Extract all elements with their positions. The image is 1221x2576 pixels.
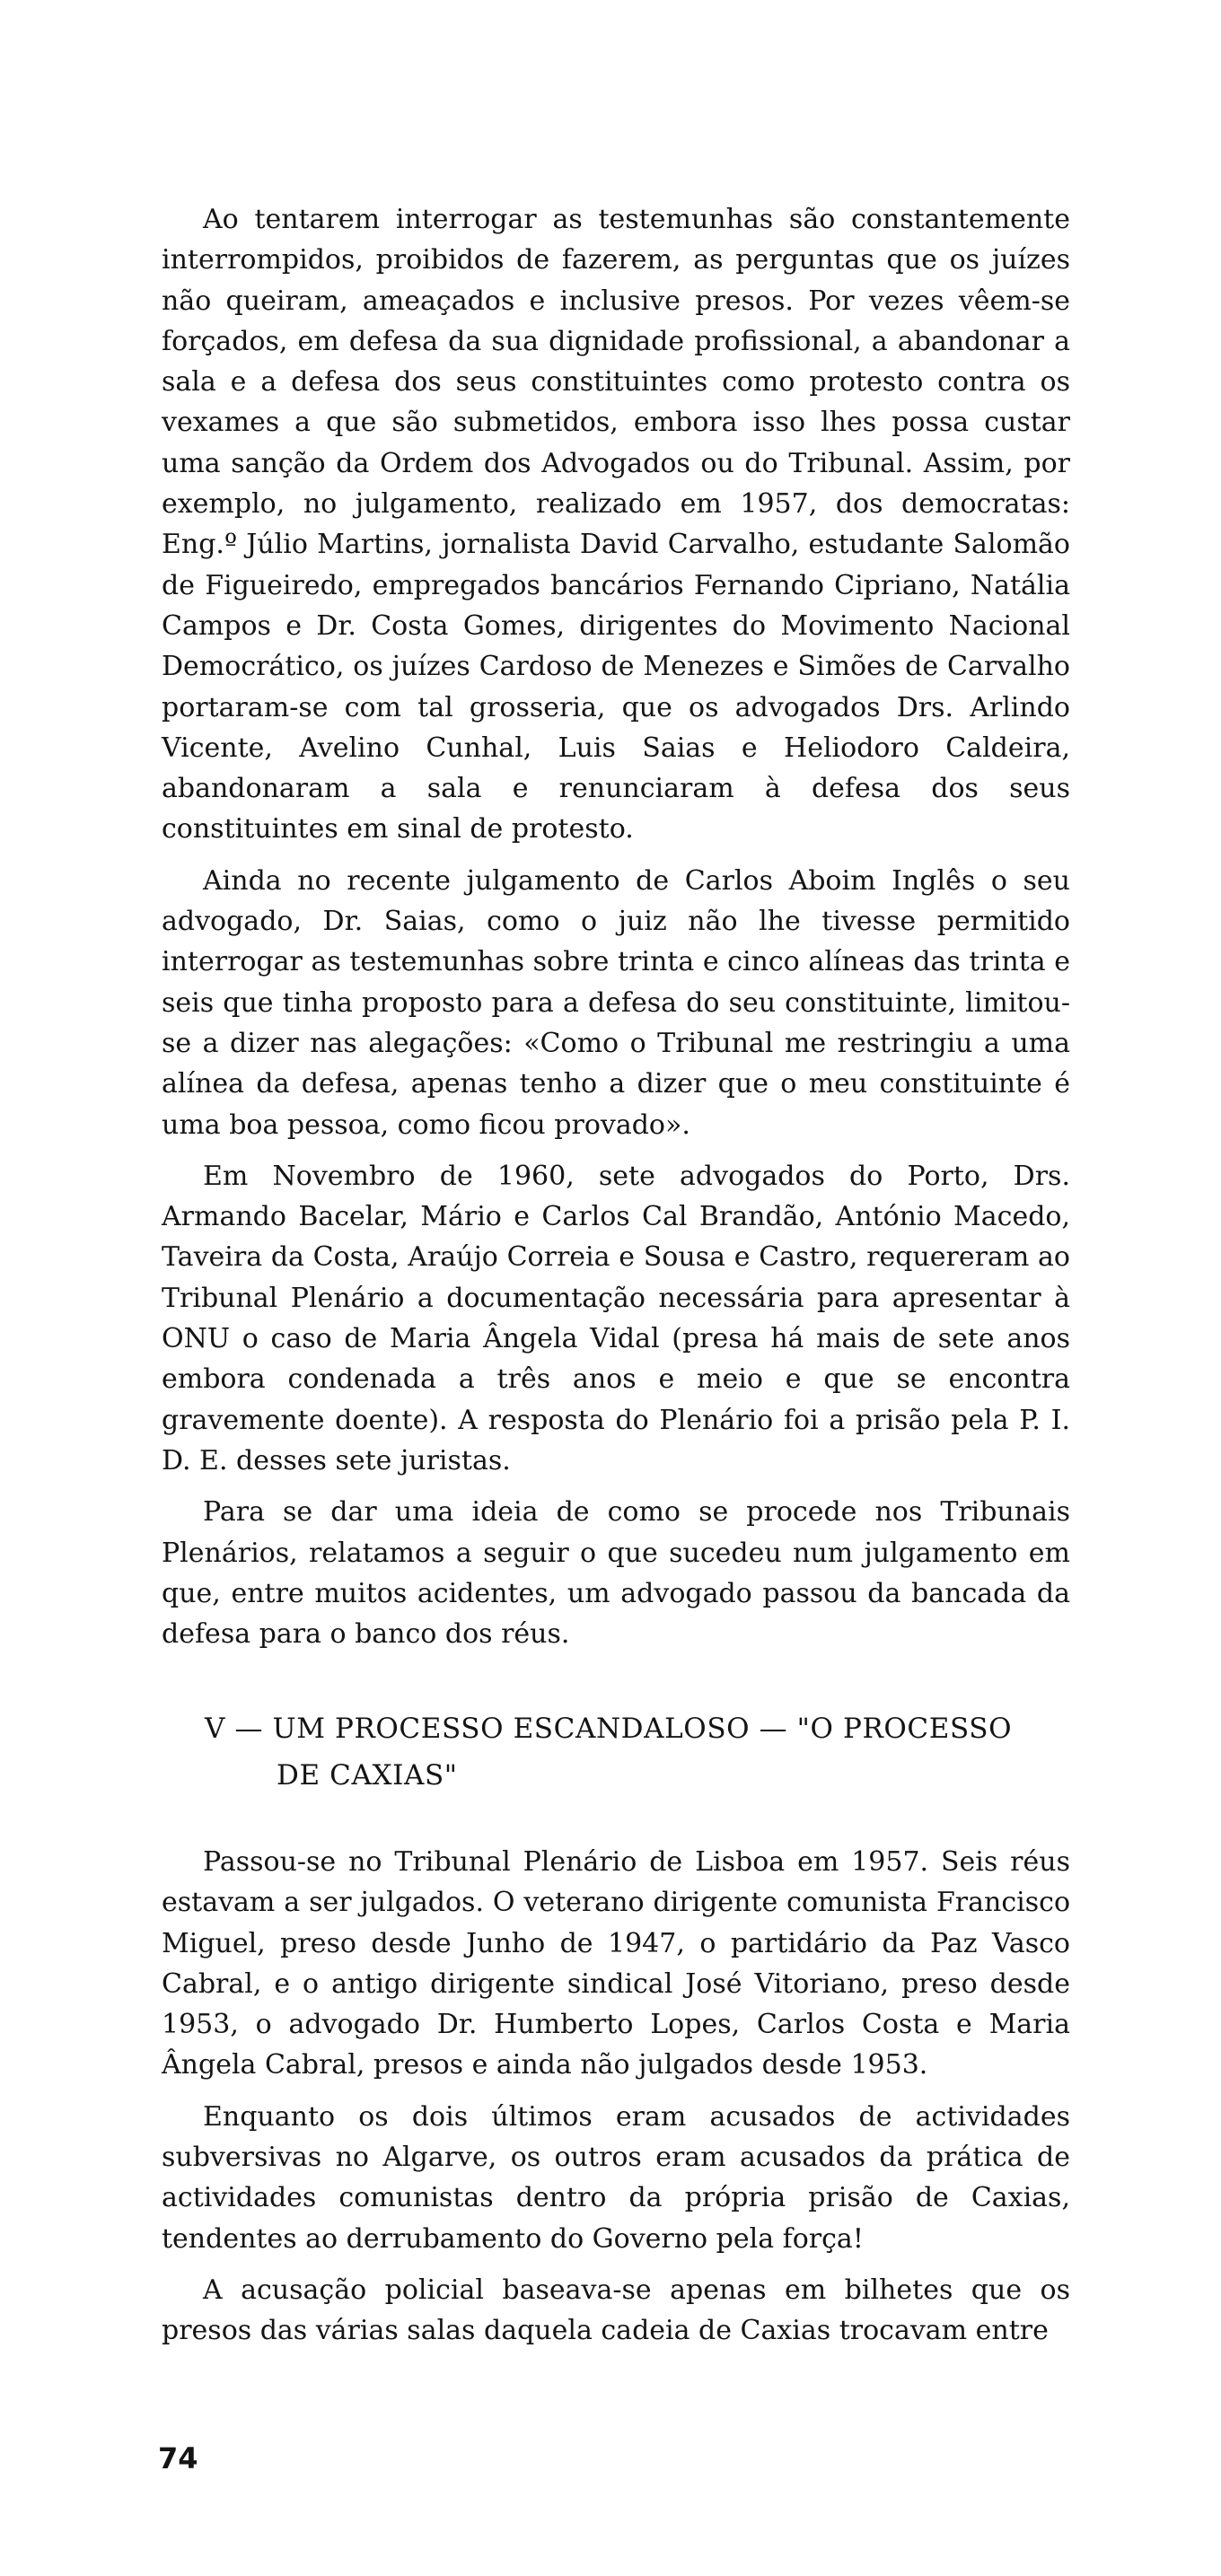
paragraph: Ainda no recente julgamento de Carlos Aboim Inglês o seu advogado, Dr. Saias, como o juiz não lhe tivesse permitido interrogar as testemunhas sobre trinta e cinco alíneas das trinta e seis que tinha proposto para a defesa do seu constituinte, limitou-se a dizer nas alegações: «Como o Tribunal me restringiu a uma alínea da defesa, apenas tenho a dizer que o meu constituinte é uma boa pessoa, como ficou provado». <box>162 864 1070 1141</box>
section-heading-line-1: V — UM PROCESSO ESCANDALOSO — "O PROCESSO <box>205 1713 1013 1745</box>
body-text-top <box>162 199 1070 1654</box>
paragraph: Ao tentarem interrogar as testemunhas são constantemente interrompidos, proibidos de fazerem, as perguntas que os juízes não queiram, ameaçados e inclusive presos. Por vezes vêem-se forçados, em defesa da sua dignidade profissional, a abandonar a sala e a defesa dos seus constituintes como protesto contra os vexames a que são submetidos, embora isso lhes possa custar uma sanção da Ordem dos Advogados ou do Tribunal. Assim, por exemplo, no julgamento, realizado em 1957, dos democratas: Eng.º Júlio Martins, jornalista David Carvalho, estudante Salomão de Figueiredo, empregados bancários Fernando Cipriano, Natália Campos e Dr. Costa Gomes, dirigentes do Movimento Nacional Democrático, os juízes Cardoso de Menezes e Simões de Carvalho portaram-se com tal grosseria, que os advogados Drs. Arlindo Vicente, Avelino Cunhal, Luis Saias e Heliodoro Caldeira, abandonaram a sala e renunciaram à defesa dos seus constituintes em sinal de protesto. <box>162 204 1070 846</box>
paragraph: Em Novembro de 1960, sete advogados do Porto, Drs. Armando Bacelar, Mário e Carlos Cal Brandão, António Macedo, Taveira da Costa, Araújo Correia e Sousa e Castro, requereram ao Tribunal Plenário a documentação necessária para apresentar à ONU o caso de Maria Ângela Vidal (presa há mais de sete anos embora condenada a três anos e meio e que se encontra gravemente doente). A resposta do Plenário foi a prisão pela P. I. D. E. desses sete juristas. <box>162 1160 1070 1476</box>
page-number: 74 <box>158 2441 198 2475</box>
section-heading <box>205 1705 1094 1799</box>
body-text-bottom <box>162 1842 1070 2352</box>
paragraph: Passou-se no Tribunal Plenário de Lisboa em 1957. Seis réus estavam a ser julgados. O veterano dirigente comunista Francisco Miguel, preso desde Junho de 1947, o partidário da Paz Vasco Cabral, e o antigo dirigente sindical José Vitoriano, preso desde 1953, o advogado Dr. Humberto Lopes, Carlos Costa e Maria Ângela Cabral, presos e ainda não julgados desde 1953. <box>162 1846 1070 2081</box>
paragraph: Para se dar uma ideia de como se procede nos Tribunais Plenários, relatamos a seguir o que sucedeu num julgamento em que, entre muitos acidentes, um advogado passou da bancada da defesa para o banco dos réus. <box>162 1496 1070 1651</box>
paragraph: A acusação policial baseava-se apenas em bilhetes que os presos das várias salas daquela cadeia de Caxias trocavam entre <box>162 2274 1070 2347</box>
paragraph: Enquanto os dois últimos eram acusados de actividades subversivas no Algarve, os outros eram acusados da prática de actividades comunistas dentro da própria prisão de Caxias, tendentes ao derrubamento do Governo pela força! <box>162 2100 1070 2255</box>
section-heading-line-2: DE CAXIAS" <box>277 1759 458 1792</box>
